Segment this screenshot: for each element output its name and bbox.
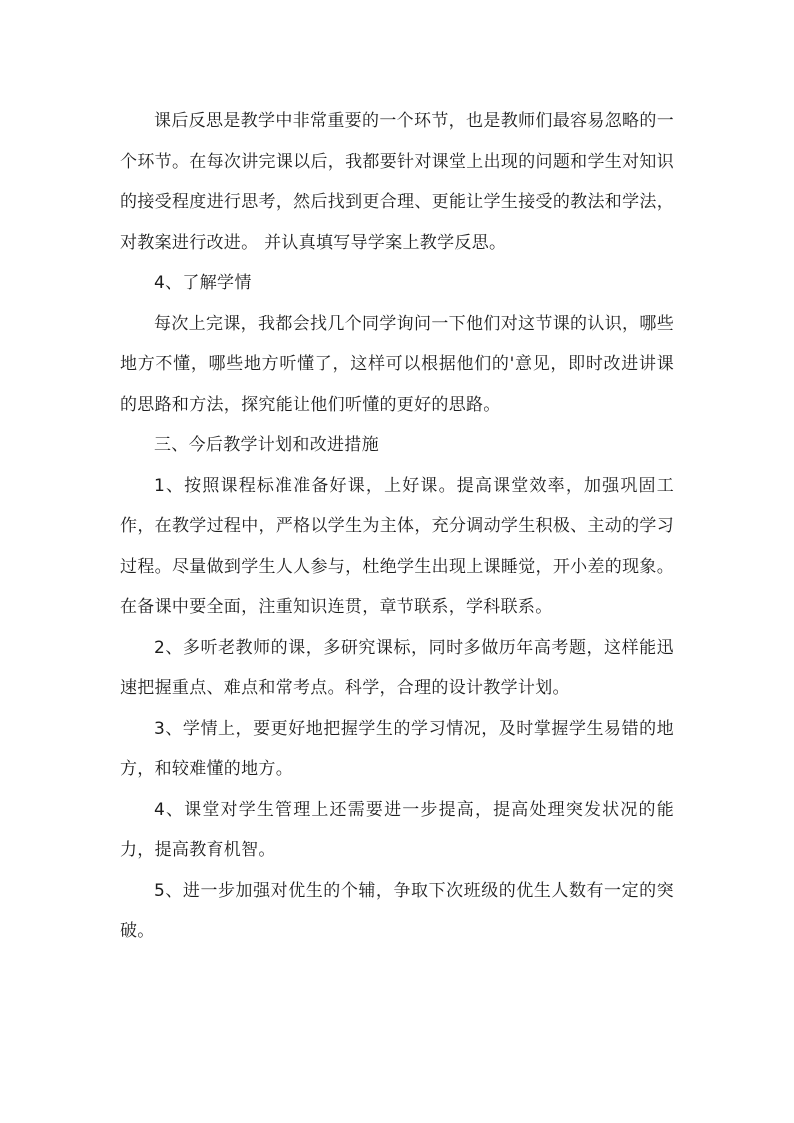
list-item-3: 3、学情上，要更好地把握学生的学习情况，及时掌握学生易错的地方，和较难懂的地方。 — [120, 718, 674, 779]
list-item-2: 2、多听老教师的课，多研究课标，同时多做历年高考题，这样能迅速把握重点、难点和常考点。科学，合理的设计教学计划。 — [120, 637, 674, 698]
paragraph-reflection: 课后反思是教学中非常重要的一个环节，也是教师们最容易忽略的一个环节。在每次讲完课以后，我都要针对课堂上出现的问题和学生对知识的接受程度进行思考，然后找到更合理、更能让学生接受的教法和学法，对教案进行改进。 并认真填写导学案上教学反思。 — [120, 111, 674, 253]
list-item-5: 5、进一步加强对优生的个辅，争取下次班级的优生人数有一定的突破。 — [120, 880, 674, 941]
paragraph-student-feedback: 每次上完课，我都会找几个同学询问一下他们对这节课的认识，哪些地方不懂，哪些地方听懂了，这样可以根据他们的'意见，即时改进讲课的思路和方法，探究能让他们听懂的更好的思路。 — [120, 313, 674, 415]
heading-future-plan: 三、今后教学计划和改进措施 — [154, 435, 379, 455]
list-item-4: 4、课堂对学生管理上还需要进一步提高，提高处理突发状况的能力，提高教育机智。 — [120, 799, 674, 860]
list-item-1: 1、按照课程标准准备好课，上好课。提高课堂效率，加强巩固工作，在教学过程中，严格以学生为主体，充分调动学生积极、主动的学习过程。尽量做到学生人人参与，杜绝学生出现上课睡觉，开小差的现象。在备课中要全面，注重知识连贯，章节联系，学科联系。 — [120, 475, 674, 617]
heading-understand-students: 4、了解学情 — [154, 273, 252, 293]
